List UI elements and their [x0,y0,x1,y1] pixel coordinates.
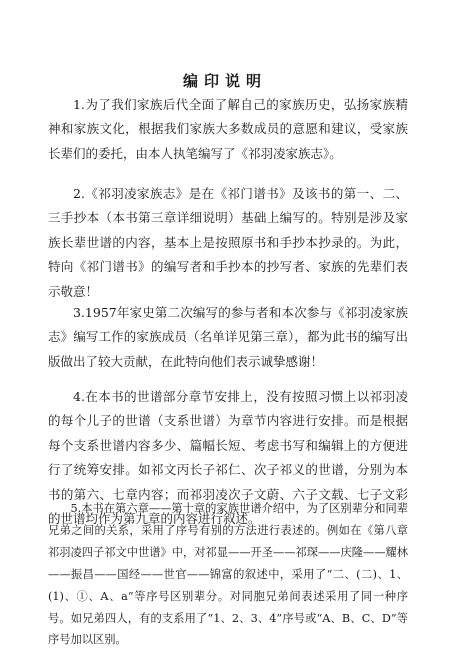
paragraph-4: 4.在本书的世谱部分章节安排上，没有按照习惯上以祁羽凌的每个儿子的世谱（支系世谱）为章节内容进行安排。而是根据每个支系世谱内容多少、篇幅长短、考虑书写和编辑上的方便进行了统筹安排。如祁文丙长子祁仁、次子祁义的世谱，分别为本书的第六、七章内容；而祁羽凌次子文蔚、六子文载、七子文彩的世谱均作为第九章的内容进行叙述。 [48,389,408,527]
paragraph-2: 2.《祁羽凌家族志》是在《祁门谱书》及该书的第一、二、三手抄本（本书第三章详细说明）基础上编写的。特别是涉及家族长辈世谱的内容，基本上是按照原书和手抄本抄录的。为此，特向《祁门谱书》的编写者和手抄本的抄写者、家族的先辈们表示敬意！ [48,186,408,299]
page-title: 编印说明 [182,72,267,90]
paragraph-5: 5.本书在第六章——第十章的家族世谱介绍中，为了区别辈分和同辈兄弟之间的关系，采用了序号有别的方法进行表述的。例如在《第八章 祁羽凌四子祁文中世谱》中，对祁显——开圣——祁琛——庆隆——耀林——振昌——国经——世官——锦富的叙述中，采用了“二、(二)、1、(1)、①、A、a”等序号区别辈分。对同胞兄弟间表述采用了同一种序号。如兄弟四人，有的支系用了“1、2、3、4”序号或“A、B、C、D”等序号加以区别。 [48,502,420,647]
paragraph-1: 1.为了我们家族后代全面了解自己的家族历史，弘扬家族精神和家族文化，根据我们家族大多数成员的意愿和建议，受家族长辈们的委托，由本人执笔编写了《祁羽凌家族志》。 [48,97,408,161]
paragraph-3: 3.1957年家史第二次编写的参与者和本次参与《祁羽凌家族志》编写工作的家族成员（名单详见第三章），都为此书的编写出版做出了较大贡献，在此特向他们表示诚挚感谢！ [48,305,408,369]
